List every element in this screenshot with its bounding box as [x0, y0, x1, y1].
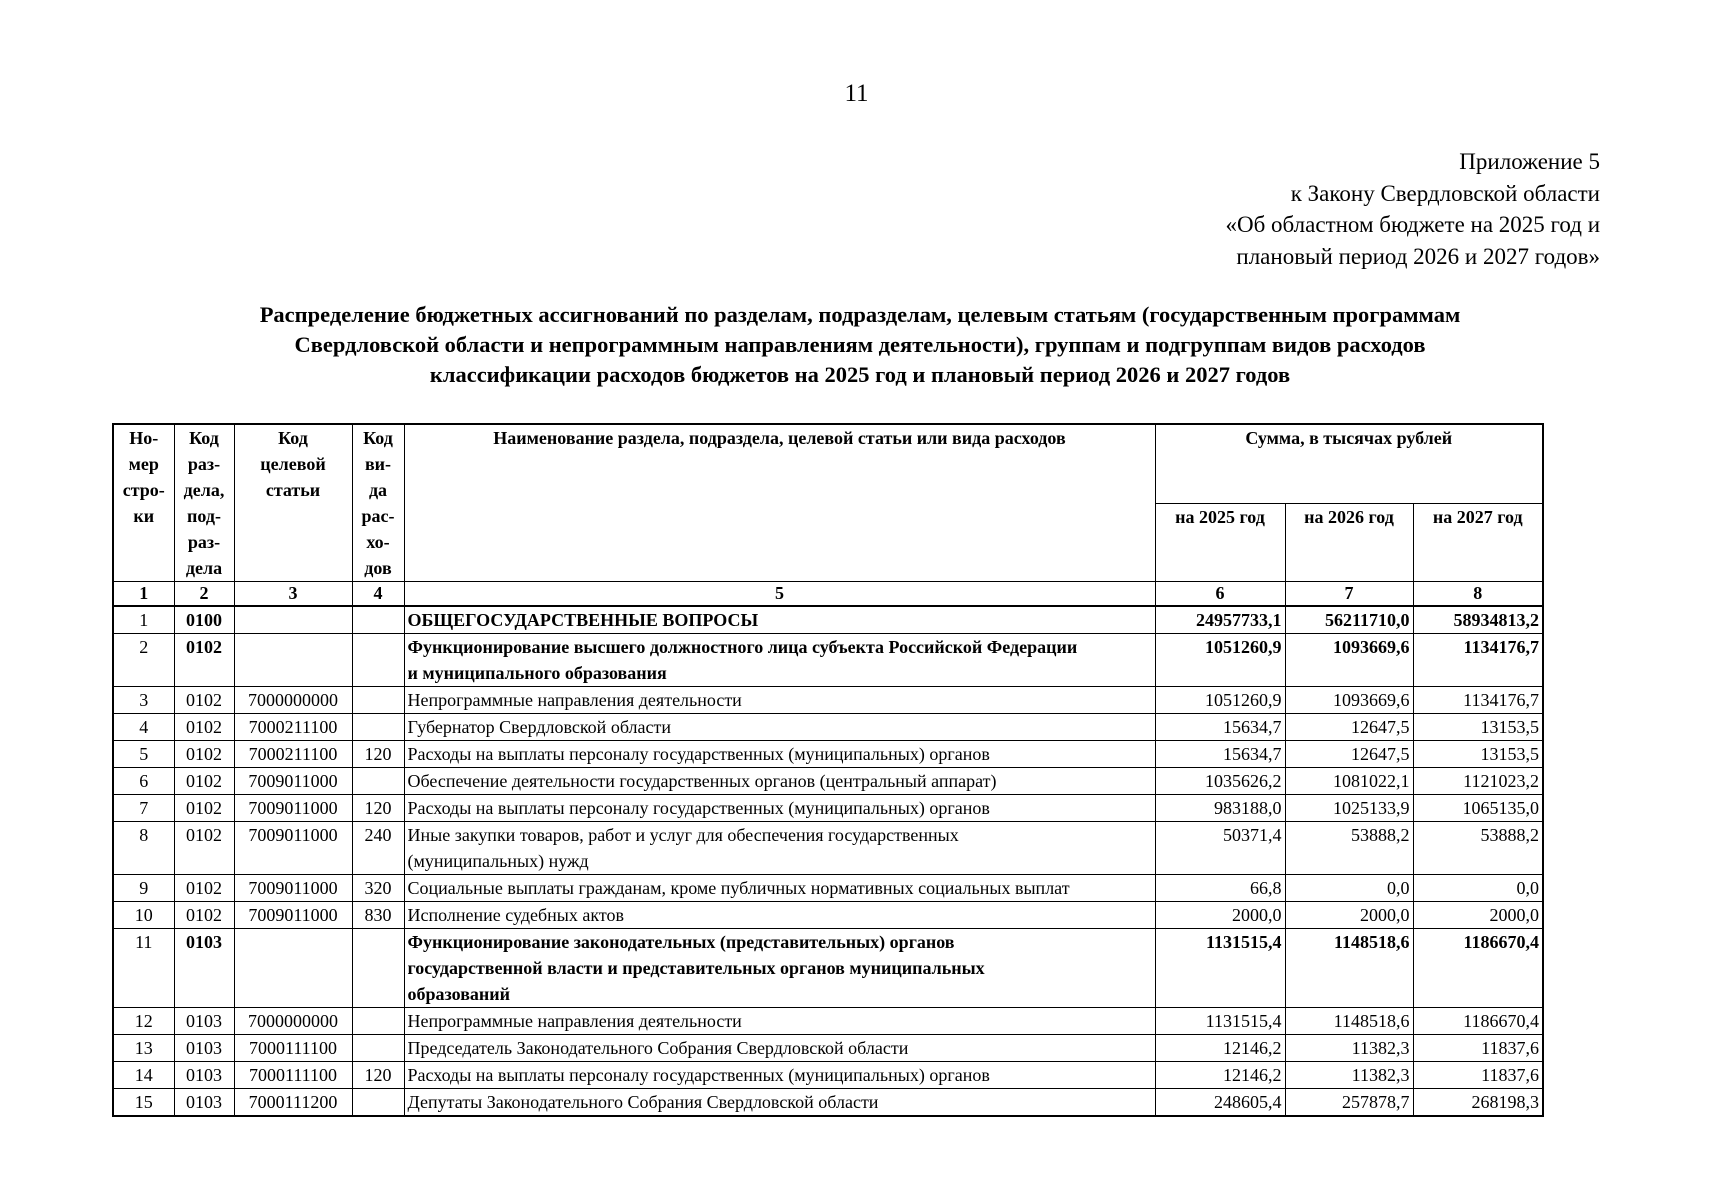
title-line: Свердловской области и непрограммным направлениям деятельности), группам и подгруппам видов расходов: [294, 332, 1426, 357]
item-name-cell: [404, 929, 1155, 1008]
amount-2026-cell: 1093669,6: [1285, 687, 1413, 714]
expense-type-cell: 120: [352, 741, 404, 768]
amount-2025-cell: 983188,0: [1155, 795, 1285, 822]
target-code-cell: 7000111100: [234, 1035, 352, 1062]
item-name-line: Депутаты Законодательного Собрания Свердловской области: [407, 1092, 879, 1112]
expense-type-cell: [352, 634, 404, 687]
amount-2027-cell: 13153,5: [1413, 714, 1543, 741]
amount-2026-cell: 56211710,0: [1285, 606, 1413, 634]
item-name-cell: [404, 714, 1155, 741]
amount-2026-cell: 1148518,6: [1285, 929, 1413, 1008]
target-code-cell: 7000000000: [234, 1008, 352, 1035]
section-code-cell: 0103: [174, 1062, 234, 1089]
expense-type-cell: [352, 1008, 404, 1035]
item-name-line: Непрограммные направления деятельности: [407, 690, 742, 710]
section-code-cell: 0103: [174, 1089, 234, 1117]
section-code-cell: 0103: [174, 929, 234, 1008]
appendix-line: «Об областном бюджете на 2025 год и: [1225, 212, 1600, 237]
amount-2025-cell: 15634,7: [1155, 714, 1285, 741]
amount-2027-cell: 2000,0: [1413, 902, 1543, 929]
row-number-cell: 14: [113, 1062, 174, 1089]
item-name-line: Расходы на выплаты персоналу государственных (муниципальных) органов: [407, 744, 990, 764]
column-number: 5: [404, 582, 1155, 607]
item-name-cell: [404, 795, 1155, 822]
item-name-line: Иные закупки товаров, работ и услуг для обеспечения государственных: [407, 825, 959, 845]
target-code-cell: 7009011000: [234, 822, 352, 875]
header-expense-type: Код ви- да рас- хо- дов: [352, 424, 404, 582]
row-number-cell: 11: [113, 929, 174, 1008]
section-code-cell: 0102: [174, 902, 234, 929]
amount-2026-cell: 1025133,9: [1285, 795, 1413, 822]
item-name-cell: [404, 1008, 1155, 1035]
column-number-row: [113, 582, 1543, 607]
amount-2027-cell: 58934813,2: [1413, 606, 1543, 634]
section-code-cell: 0102: [174, 741, 234, 768]
column-number: 3: [234, 582, 352, 607]
amount-2025-cell: 2000,0: [1155, 902, 1285, 929]
target-code-cell: 7009011000: [234, 875, 352, 902]
expense-type-cell: [352, 606, 404, 634]
header-target-code: Код целевой статьи: [234, 424, 352, 582]
item-name-line: Непрограммные направления деятельности: [407, 1011, 742, 1031]
amount-2026-cell: 1093669,6: [1285, 634, 1413, 687]
target-code-cell: 7000211100: [234, 741, 352, 768]
amount-2027-cell: 1186670,4: [1413, 929, 1543, 1008]
item-name-line: Расходы на выплаты персоналу государственных (муниципальных) органов: [407, 1065, 990, 1085]
amount-2026-cell: 2000,0: [1285, 902, 1413, 929]
item-name-line: Расходы на выплаты персоналу государственных (муниципальных) органов: [407, 798, 990, 818]
table-row: [113, 741, 1543, 768]
table-body: [113, 606, 1543, 1116]
section-code-cell: 0102: [174, 714, 234, 741]
amount-2027-cell: 1121023,2: [1413, 768, 1543, 795]
expense-type-cell: [352, 714, 404, 741]
row-number-cell: 7: [113, 795, 174, 822]
item-name-cell: [404, 768, 1155, 795]
amount-2027-cell: 13153,5: [1413, 741, 1543, 768]
header-year-2026: на 2026 год: [1285, 503, 1413, 581]
section-code-cell: 0102: [174, 875, 234, 902]
amount-2026-cell: 257878,7: [1285, 1089, 1413, 1117]
item-name-line: Исполнение судебных актов: [407, 905, 625, 925]
header-year-2027: на 2027 год: [1413, 503, 1543, 581]
expense-type-cell: 830: [352, 902, 404, 929]
amount-2027-cell: 1134176,7: [1413, 634, 1543, 687]
table-row: [113, 1089, 1543, 1117]
table-row: [113, 875, 1543, 902]
item-name-cell: [404, 634, 1155, 687]
header-name: Наименование раздела, подраздела, целевой статьи или вида расходов: [404, 424, 1155, 582]
table-row: [113, 795, 1543, 822]
expense-type-cell: [352, 1089, 404, 1117]
amount-2027-cell: 1065135,0: [1413, 795, 1543, 822]
amount-2027-cell: 53888,2: [1413, 822, 1543, 875]
table-row: [113, 687, 1543, 714]
row-number-cell: 3: [113, 687, 174, 714]
row-number-cell: 6: [113, 768, 174, 795]
row-number-cell: 1: [113, 606, 174, 634]
amount-2027-cell: 11837,6: [1413, 1062, 1543, 1089]
table-row: [113, 634, 1543, 687]
amount-2025-cell: 12146,2: [1155, 1062, 1285, 1089]
expense-type-cell: 120: [352, 1062, 404, 1089]
budget-table: [112, 423, 1544, 1117]
item-name-line: Социальные выплаты гражданам, кроме публичных нормативных социальных выплат: [407, 878, 1070, 898]
section-code-cell: 0102: [174, 687, 234, 714]
item-name-line: Функционирование законодательных (представительных) органов: [407, 932, 955, 952]
target-code-cell: 7000211100: [234, 714, 352, 741]
target-code-cell: 7000000000: [234, 687, 352, 714]
table-row: [113, 606, 1543, 634]
item-name-cell: [404, 606, 1155, 634]
target-code-cell: 7000111100: [234, 1062, 352, 1089]
amount-2026-cell: 1081022,1: [1285, 768, 1413, 795]
section-code-cell: 0102: [174, 822, 234, 875]
section-code-cell: 0103: [174, 1008, 234, 1035]
amount-2025-cell: 50371,4: [1155, 822, 1285, 875]
section-code-cell: 0102: [174, 634, 234, 687]
table-header: [113, 424, 1543, 606]
target-code-cell: [234, 634, 352, 687]
column-number: 8: [1413, 582, 1543, 607]
item-name-line: образований: [407, 984, 511, 1004]
amount-2026-cell: 12647,5: [1285, 741, 1413, 768]
amount-2027-cell: 1134176,7: [1413, 687, 1543, 714]
amount-2026-cell: 53888,2: [1285, 822, 1413, 875]
item-name-line: Обеспечение деятельности государственных органов (центральный аппарат): [407, 771, 997, 791]
appendix-line: Приложение 5: [1459, 149, 1600, 174]
item-name-cell: [404, 741, 1155, 768]
column-number: 6: [1155, 582, 1285, 607]
amount-2025-cell: 1035626,2: [1155, 768, 1285, 795]
amount-2027-cell: 11837,6: [1413, 1035, 1543, 1062]
section-code-cell: 0100: [174, 606, 234, 634]
amount-2025-cell: 15634,7: [1155, 741, 1285, 768]
amount-2025-cell: 12146,2: [1155, 1035, 1285, 1062]
amount-2027-cell: 1186670,4: [1413, 1008, 1543, 1035]
table-row: [113, 1035, 1543, 1062]
amount-2025-cell: 1051260,9: [1155, 687, 1285, 714]
item-name-line: Функционирование высшего должностного лица субъекта Российской Федерации: [407, 637, 1078, 657]
table-row: [113, 1062, 1543, 1089]
column-number: 1: [113, 582, 174, 607]
amount-2025-cell: 1131515,4: [1155, 929, 1285, 1008]
item-name-line: ОБЩЕГОСУДАРСТВЕННЫЕ ВОПРОСЫ: [407, 610, 759, 630]
table-row: [113, 1008, 1543, 1035]
expense-type-cell: 120: [352, 795, 404, 822]
item-name-cell: [404, 1089, 1155, 1117]
amount-2027-cell: 0,0: [1413, 875, 1543, 902]
table-row: [113, 822, 1543, 875]
expense-type-cell: [352, 687, 404, 714]
header-section-code: Код раз- дела, под- раз- дела: [174, 424, 234, 582]
expense-type-cell: 320: [352, 875, 404, 902]
page-number: 11: [844, 80, 869, 107]
item-name-line: государственной власти и представительных органов муниципальных: [407, 958, 985, 978]
row-number-cell: 13: [113, 1035, 174, 1062]
table-row: [113, 714, 1543, 741]
header-year-2025: на 2025 год: [1155, 503, 1285, 581]
amount-2025-cell: 1051260,9: [1155, 634, 1285, 687]
item-name-cell: [404, 822, 1155, 875]
section-code-cell: 0102: [174, 768, 234, 795]
expense-type-cell: [352, 1035, 404, 1062]
amount-2025-cell: 248605,4: [1155, 1089, 1285, 1117]
amount-2027-cell: 268198,3: [1413, 1089, 1543, 1117]
target-code-cell: [234, 929, 352, 1008]
column-number: 2: [174, 582, 234, 607]
section-code-cell: 0102: [174, 795, 234, 822]
row-number-cell: 4: [113, 714, 174, 741]
appendix-note: [1225, 146, 1600, 272]
item-name-cell: [404, 1035, 1155, 1062]
item-name-line: и муниципального образования: [407, 663, 667, 683]
table-row: [113, 768, 1543, 795]
row-number-cell: 2: [113, 634, 174, 687]
target-code-cell: 7000111200: [234, 1089, 352, 1117]
row-number-cell: 12: [113, 1008, 174, 1035]
header-row-number: Но- мер стро- ки: [113, 424, 174, 582]
document-title: [140, 300, 1580, 390]
amount-2026-cell: 0,0: [1285, 875, 1413, 902]
table-row: [113, 902, 1543, 929]
amount-2025-cell: 66,8: [1155, 875, 1285, 902]
row-number-cell: 8: [113, 822, 174, 875]
amount-2025-cell: 24957733,1: [1155, 606, 1285, 634]
row-number-cell: 10: [113, 902, 174, 929]
expense-type-cell: [352, 768, 404, 795]
table-row: [113, 929, 1543, 1008]
target-code-cell: 7009011000: [234, 768, 352, 795]
item-name-cell: [404, 902, 1155, 929]
target-code-cell: [234, 606, 352, 634]
expense-type-cell: [352, 929, 404, 1008]
row-number-cell: 9: [113, 875, 174, 902]
title-line: классификации расходов бюджетов на 2025 год и плановый период 2026 и 2027 годов: [429, 362, 1291, 387]
row-number-cell: 5: [113, 741, 174, 768]
amount-2025-cell: 1131515,4: [1155, 1008, 1285, 1035]
item-name-cell: [404, 1062, 1155, 1089]
column-number: 7: [1285, 582, 1413, 607]
target-code-cell: 7009011000: [234, 902, 352, 929]
appendix-line: плановый период 2026 и 2027 годов»: [1236, 243, 1600, 269]
item-name-cell: [404, 875, 1155, 902]
title-line: Распределение бюджетных ассигнований по разделам, подразделам, целевым статьям (государственным программам: [259, 302, 1461, 327]
section-code-cell: 0103: [174, 1035, 234, 1062]
item-name-line: Губернатор Свердловской области: [407, 717, 671, 737]
column-number: 4: [352, 582, 404, 607]
header-sum: Сумма, в тысячах рублей: [1155, 424, 1543, 503]
amount-2026-cell: 1148518,6: [1285, 1008, 1413, 1035]
item-name-line: (муниципальных) нужд: [407, 851, 589, 871]
item-name-line: Председатель Законодательного Собрания Свердловской области: [407, 1038, 909, 1058]
amount-2026-cell: 11382,3: [1285, 1035, 1413, 1062]
row-number-cell: 15: [113, 1089, 174, 1117]
item-name-cell: [404, 687, 1155, 714]
amount-2026-cell: 11382,3: [1285, 1062, 1413, 1089]
expense-type-cell: 240: [352, 822, 404, 875]
target-code-cell: 7009011000: [234, 795, 352, 822]
appendix-line: к Закону Свердловской области: [1290, 180, 1600, 206]
amount-2026-cell: 12647,5: [1285, 714, 1413, 741]
